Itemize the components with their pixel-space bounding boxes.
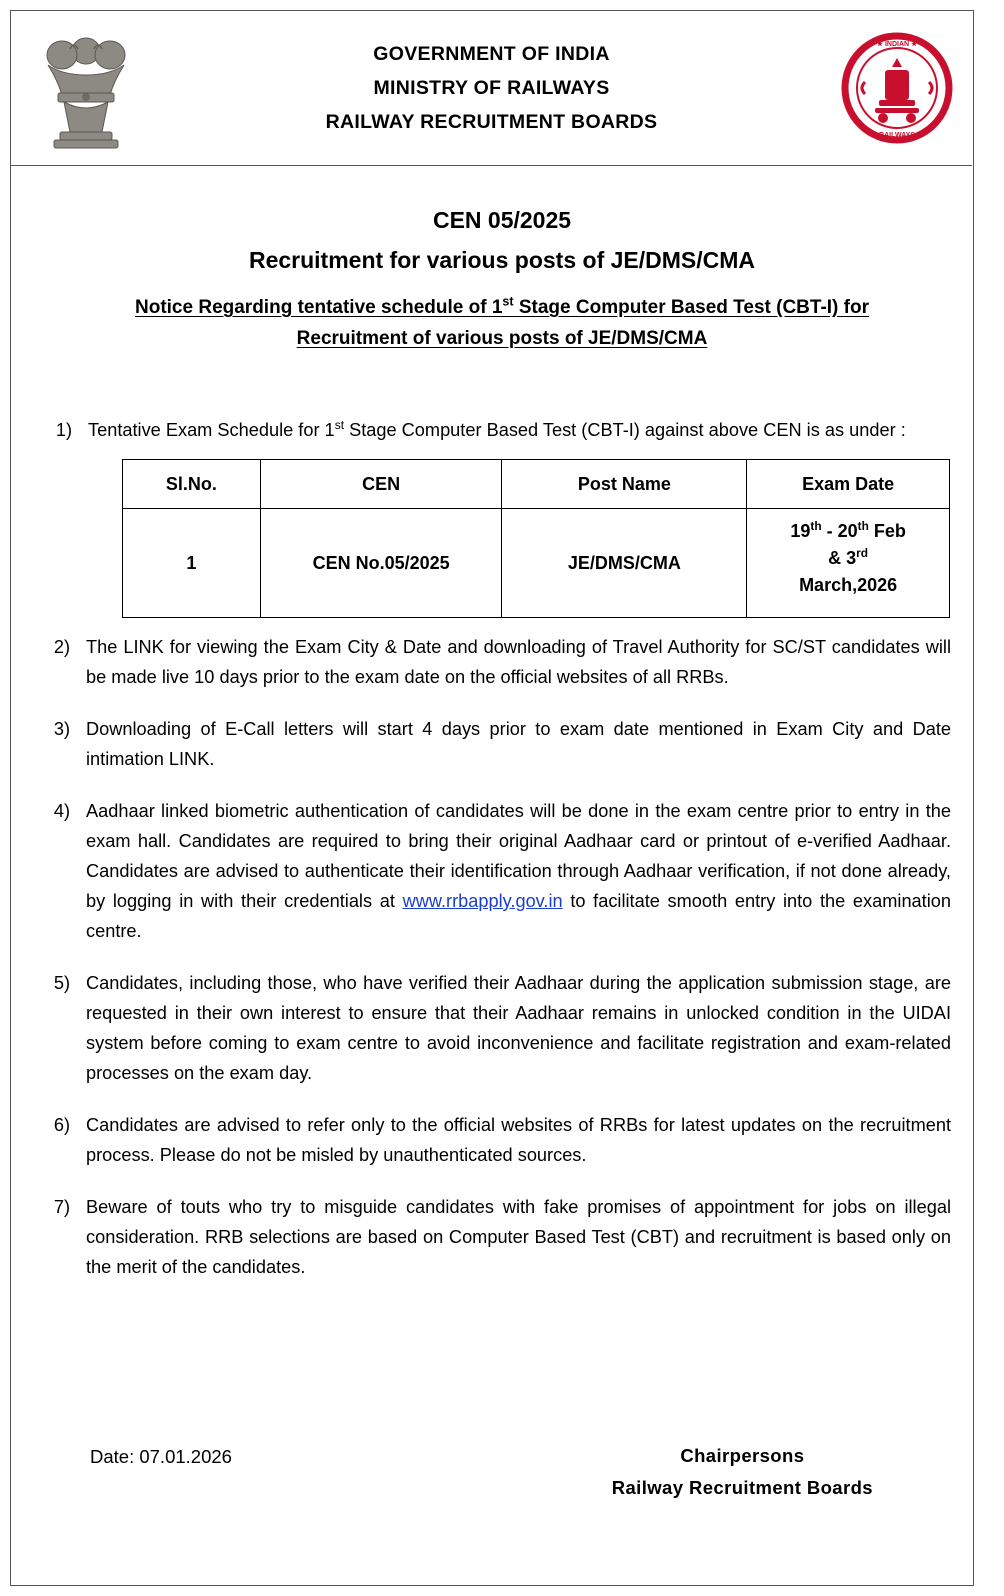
exam-date-month1: Feb — [868, 521, 906, 541]
item-text-b: Stage Computer Based Test (CBT-I) against above CEN is as under : — [344, 420, 906, 440]
notice-line1-b: Stage Computer Based Test (CBT-I) for — [513, 297, 869, 318]
column-header-slno: Sl.No. — [123, 460, 261, 509]
exam-date-sup1: th — [810, 519, 822, 533]
exam-schedule-table-wrap — [122, 459, 951, 618]
cell-exam-date — [747, 509, 950, 618]
item-text — [86, 796, 951, 946]
header-title-block — [161, 37, 822, 139]
list-item — [46, 415, 951, 445]
list-item — [46, 632, 951, 692]
item-text-a: Tentative Exam Schedule for 1 — [88, 420, 335, 440]
item-number: 7) — [53, 1197, 70, 1217]
item-number: 4) — [53, 801, 70, 821]
list-item — [46, 1110, 951, 1170]
item-number: 1) — [55, 420, 72, 440]
item-text-after: to facilitate smooth entry into the examination centre. — [86, 891, 951, 941]
svg-text:RAILWAYS: RAILWAYS — [879, 132, 915, 139]
cen-title: CEN 05/2025 — [432, 207, 572, 233]
date-label: Date: — [90, 1446, 135, 1467]
notice-body — [46, 415, 951, 1304]
cell-cen: CEN No.05/2025 — [260, 509, 502, 618]
svg-text:★ INDIAN ★: ★ INDIAN ★ — [876, 41, 918, 48]
issue-date — [90, 1446, 232, 1468]
column-header-cen: CEN — [260, 460, 502, 509]
list-item — [46, 968, 951, 1088]
notice-line1-sup: st — [502, 294, 514, 309]
item-text: The LINK for viewing the Exam City & Date and downloading of Travel Authority for SC/ST candidates will be made live 10 days prior to the exam date on the official websites of all RRBs. — [86, 637, 951, 687]
item-text: Candidates, including those, who have verified their Aadhaar during the application submission stage, are requested in their own interest to ensure that their Aadhaar remains in unlocked condition in the UIDAI system before coming to exam centre to avoid inconvenience and facilitate registration and exam-related processes on the exam day. — [86, 973, 951, 1083]
item-text: Beware of touts who try to misguide candidates with fake promises of appointment for jobs on illegal consideration. RRB selections are based on Computer Based Test (CBT) and recruitment is based only on the merit of the candidates. — [86, 1197, 951, 1277]
item-text: Downloading of E-Call letters will start 4 days prior to exam date mentioned in Exam City and Date intimation LINK. — [86, 719, 951, 769]
item-text-before: Aadhaar linked biometric authentication of candidates will be done in the exam centre prior to entry in the exam hall. Candidates are required to bring their original Aadhaar card or printout of e-verified Aadhaar. Candidates are advised to authenticate their identification through Aadhaar verification, if not done already, by logging in with their credentials at — [86, 801, 951, 911]
header-line-1: GOVERNMENT OF INDIA — [373, 43, 610, 65]
cen-subtitle: Recruitment for various posts of JE/DMS/CMA — [248, 247, 756, 273]
item-number: 5) — [53, 973, 70, 993]
header-line-2: MINISTRY OF RAILWAYS — [373, 77, 610, 99]
exam-date-sep: - 20 — [821, 521, 858, 541]
national-emblem-icon — [11, 25, 161, 151]
notice-heading — [40, 292, 964, 354]
signature-line-2: Railway Recruitment Boards — [611, 1477, 873, 1498]
date-value: 07.01.2026 — [139, 1446, 232, 1467]
indian-railways-logo-icon — [822, 32, 972, 144]
signature-line-1: Chairpersons — [680, 1445, 805, 1466]
rrbapply-link[interactable]: www.rrbapply.gov.in — [402, 891, 563, 911]
item-text-sup: st — [334, 417, 345, 432]
column-header-post-name: Post Name — [502, 460, 747, 509]
item-number: 6) — [53, 1115, 70, 1135]
column-header-exam-date: Exam Date — [747, 460, 950, 509]
table-header-row — [123, 460, 950, 509]
exam-date-month2: March,2026 — [799, 575, 898, 595]
list-item — [46, 796, 951, 946]
exam-date-sup3: rd — [856, 546, 869, 560]
notice-line1-a: Notice Regarding tentative schedule of 1 — [135, 297, 503, 318]
document-header — [11, 11, 972, 166]
item-text — [88, 415, 951, 445]
list-item — [46, 1192, 951, 1282]
exam-schedule-table — [122, 459, 950, 618]
exam-date-sup2: th — [857, 519, 869, 533]
table-row — [123, 509, 950, 618]
cell-post-name: JE/DMS/CMA — [502, 509, 747, 618]
signature-block — [612, 1440, 873, 1504]
item-number: 3) — [53, 719, 70, 739]
cell-slno: 1 — [123, 509, 261, 618]
list-item — [46, 714, 951, 774]
exam-date-day1: 19 — [790, 521, 811, 541]
notice-line2: Recruitment of various posts of JE/DMS/CMA — [296, 328, 708, 349]
item-text: Candidates are advised to refer only to the official websites of RRBs for latest updates on the recruitment process. Please do not be misled by unauthenticated sources. — [86, 1115, 951, 1165]
exam-date-day2: & 3 — [828, 548, 857, 568]
header-line-3: RAILWAY RECRUITMENT BOARDS — [325, 111, 658, 133]
item-number: 2) — [53, 637, 70, 657]
